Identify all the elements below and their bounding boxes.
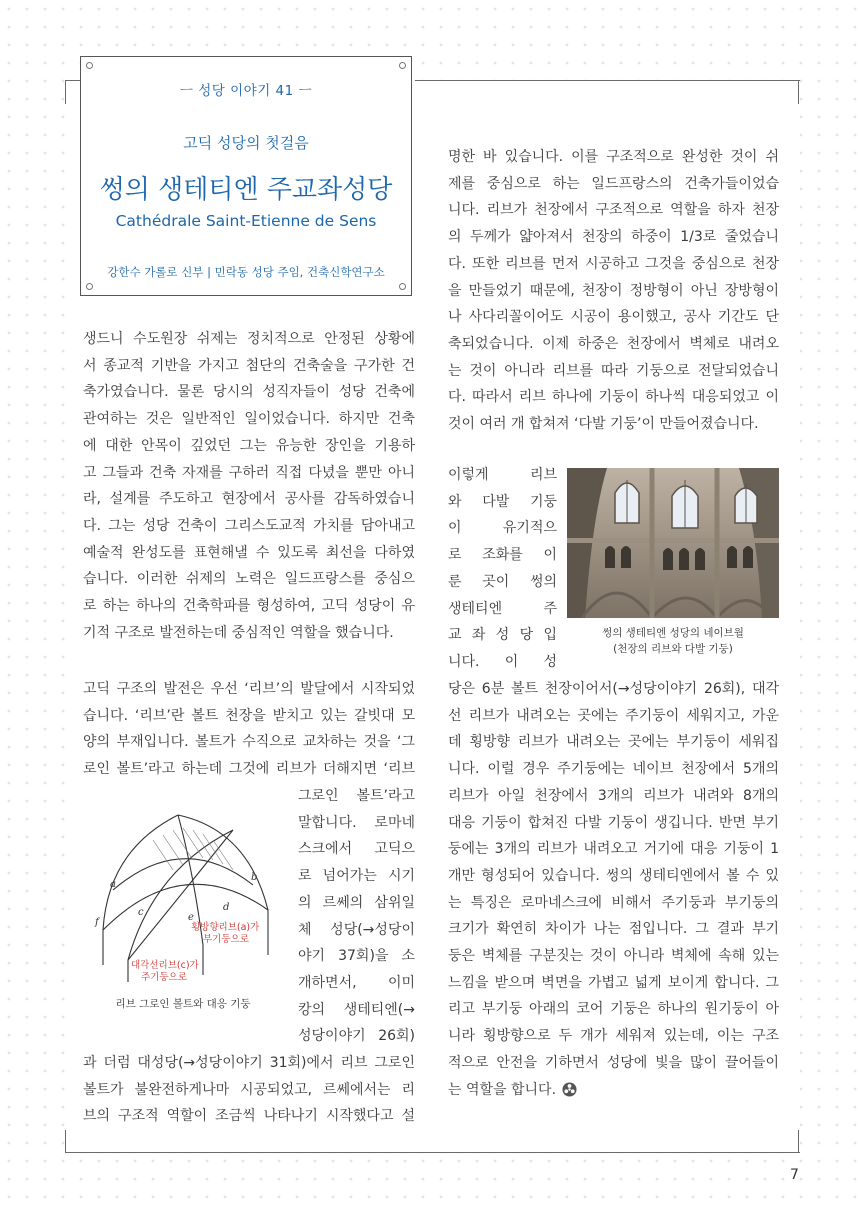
- text-line: 로 하는 하나의 건축학파를 형성하여, 고딕 성당이 유: [83, 598, 415, 615]
- text-line: 크기가 확연히 차이가 나는 점입니다. 그 결과 부기: [448, 921, 779, 938]
- text-line: 니다. 리브가 천장에서 구조적으로 역할을 하자 천장: [448, 202, 779, 219]
- text-line: 캉의 생테티엔(→: [298, 1001, 415, 1018]
- top-rule: [65, 80, 80, 81]
- corner-dot: [399, 62, 406, 69]
- text-line: 다. 또한 리브를 먼저 시공하고 그것을 중심으로 천장: [448, 255, 779, 272]
- text-line: 둥은 벽체를 구분짓는 것이 아니라 벽체에 속해 있는: [448, 948, 779, 965]
- series-label: ㅡ 성당 이야기 41 ㅡ: [179, 83, 313, 99]
- text-line: 라, 설계를 주도하고 현장에서 공사를 감독하였습니: [83, 491, 415, 508]
- text-line: 이렇게 리브: [448, 467, 557, 483]
- text-line: 성당이야기 26회): [298, 1028, 415, 1045]
- rib-a-label: 부기둥으로: [203, 934, 249, 945]
- nave-wall-photo: [567, 468, 779, 618]
- right-paragraph-2-wrap: [448, 462, 557, 676]
- frame-tick: [798, 80, 799, 104]
- corner-dot: [86, 283, 93, 290]
- text-line: 습니다. 이러한 쉬제의 노력은 일드프랑스를 중심으: [83, 571, 415, 588]
- text-line: 둥에는 3개의 리브가 내려오고 거기에 대응 기둥이 1: [448, 841, 779, 858]
- text-line: 야기 37회)을 소: [298, 948, 415, 965]
- rib-c-label: 대각선리브(c)가: [131, 960, 199, 971]
- text-line: 축되었습니다. 이제 하중은 천장에서 벽체로 내려오: [448, 335, 779, 352]
- text-line: 과 더럼 대성당(→성당이야기 31회)에서 리브 그로인: [83, 1055, 415, 1071]
- text-line: 리고 부기둥 아래의 코어 기둥은 하나의 원기둥이 아: [448, 1001, 779, 1018]
- text-line: 기적 구조로 발전하는데 중심적인 역할을 했습니다.: [83, 624, 394, 641]
- text-line: 개하면서, 이미: [298, 974, 415, 991]
- text-line: 선 리브가 내려오는 곳에는 주기둥이 세워지고, 가운: [448, 707, 779, 724]
- text-line: 대응 기둥이 합쳐진 다발 기둥이 생깁니다. 반면 부기: [448, 814, 779, 831]
- text-line: 생드니 수도원장 쉬제는 정치적으로 안정된 상황에: [83, 331, 415, 347]
- page-number: 7: [790, 1167, 799, 1183]
- nave-wall-illustration: [567, 468, 779, 618]
- text-line: 니라 횡방향으로 두 개가 세워져 있는데, 이는 구조: [448, 1028, 779, 1045]
- article-title: 썽의 생테티엔 주교좌성당: [99, 175, 393, 205]
- text-line: 다. 따라서 리브 하나에 기둥이 하나씩 대응되었고 이: [448, 389, 779, 406]
- rib-vault-diagram: [83, 790, 283, 985]
- rib-vault-drawing: [83, 790, 283, 985]
- text-line: 이 유기적으: [448, 520, 557, 537]
- text-line: 로 넘어가는 시기: [298, 868, 415, 885]
- text-line: 체 성당(→성당이: [298, 921, 415, 938]
- text-line: 고 그들과 건축 자재를 구하러 직접 다녔을 뿐만 아니: [83, 464, 415, 481]
- text-line: 나 사다리꼴이어도 시공이 용이했고, 공사 기간도 단: [448, 309, 779, 326]
- text-line: 양의 부재입니다. 볼트가 수직으로 교차하는 것을 ‘그: [83, 734, 415, 751]
- diagram-letter-b: b: [251, 872, 258, 883]
- text-line: 룬 곳이 썽의: [448, 573, 557, 590]
- text-line: 와 다발 기둥: [448, 493, 557, 510]
- text-line: 느낌을 받으며 벽면을 가볍고 넓게 보이게 합니다. 그: [448, 974, 779, 991]
- text-line: 데 횡방향 리브가 내려오는 곳에는 부기둥이 세워집: [448, 734, 779, 751]
- text-line: 서 종교적 기반을 가지고 첨단의 건축술을 구가한 건: [83, 357, 415, 374]
- author-line: 강한수 가롤로 신부 | 민락동 성당 주임, 건축신학연구소: [107, 265, 385, 279]
- text-line: 예술적 완성도를 표현해낼 수 있도록 최선을 다하였: [83, 544, 415, 561]
- photo-caption: [567, 625, 779, 657]
- diagram-letter-c: c: [138, 907, 144, 918]
- text-line: 다. 그는 성당 건축이 그리스도교적 가치를 담아내고: [83, 517, 415, 534]
- text-line: 축가였습니다. 물론 당시의 성직자들이 성당 건축에: [83, 384, 415, 401]
- title-box: [80, 56, 412, 296]
- diagram-letter-a: a: [110, 879, 116, 890]
- text-line: 니다. 이럴 경우 주기둥에는 네이브 천장에서 5개의: [448, 761, 779, 778]
- text-line: 그로인 볼트’라고: [298, 788, 415, 804]
- left-paragraph-2-wrap: [298, 783, 415, 1050]
- left-paragraph-2-tail: [83, 1050, 415, 1130]
- text-line: 제를 중심으로 하는 일드프랑스의 건축가들이었습: [448, 175, 779, 192]
- text-line: 는 것이 아니라 리브를 따라 기둥으로 전달되었습니: [448, 362, 779, 379]
- text-line: 고딕 구조의 발전은 우선 ‘리브’의 발달에서 시작되었: [83, 681, 415, 697]
- corner-dot: [399, 283, 406, 290]
- left-paragraph-1: [83, 326, 415, 646]
- text-line: 명한 바 있습니다. 이를 구조적으로 완성한 것이 쉬: [448, 149, 779, 165]
- frame-tick: [798, 1130, 799, 1152]
- text-line: [448, 1077, 779, 1104]
- diagram-letter-e: e: [188, 912, 194, 923]
- rib-a-label: 횡방향리브(a)가: [191, 922, 260, 933]
- text-line: 생테티엔 주: [448, 600, 557, 617]
- bottom-rule: [65, 1152, 800, 1153]
- right-paragraph-1: [448, 144, 779, 438]
- photo-caption-line: 썽의 생테티엔 성당의 네이브월: [602, 627, 744, 639]
- diagram-letter-d: d: [223, 902, 230, 913]
- article-latin-title: Cathédrale Saint-Etienne de Sens: [115, 212, 377, 230]
- rib-c-label: 주기둥으로: [141, 972, 187, 983]
- text-line: 에 대한 안목이 깊었던 그는 유능한 장인을 기용하: [83, 437, 415, 454]
- text-line: 로인 볼트’라고 하는데 그것에 리브가 더해지면 ‘리브: [83, 761, 415, 778]
- text-line: 볼트가 불완전하게나마 시공되었고, 르쎄에서는 리: [83, 1081, 415, 1098]
- text-line: 습니다. ‘리브’란 볼트 천장을 받치고 있는 갈빗대 모: [83, 707, 415, 724]
- top-rule: [415, 80, 800, 81]
- text-line: 말합니다. 로마네: [298, 814, 415, 831]
- text-line-end: 는 역할을 합니다.: [448, 1081, 557, 1098]
- text-line: 교 좌 성 당 입: [448, 627, 557, 644]
- text-line: 의 르쎄의 삼위일: [298, 894, 415, 911]
- text-line: 는 특징은 로마네스크에 비해서 주기둥과 부기둥의: [448, 894, 779, 911]
- frame-tick: [65, 1130, 66, 1152]
- text-line: 니다. 이 성: [448, 653, 557, 670]
- text-line: 브의 구조적 역할이 조금씩 나타나기 시작했다고 설: [83, 1108, 415, 1125]
- article-subtitle: 고딕 성당의 첫걸음: [183, 134, 309, 152]
- text-line: 적으로 안전을 기하면서 성당에 빛을 많이 끌어들이: [448, 1054, 779, 1071]
- frame-tick: [65, 80, 66, 104]
- text-line: 관여하는 것은 일반적인 일이었습니다. 하지만 건축: [83, 411, 415, 428]
- text-line: 로 조화를 이: [448, 547, 557, 564]
- text-line: 스크에서 고딕으: [298, 841, 415, 858]
- left-paragraph-2: [83, 676, 415, 783]
- diagram-caption: 리브 그로인 볼트와 대응 기둥: [115, 998, 251, 1010]
- text-line: 개만 형성되어 있습니다. 썽의 생테티엔에서 볼 수 있: [448, 867, 779, 884]
- text-line: 의 두께가 얇아져서 천장의 하중이 1/3로 줄었습니: [448, 229, 779, 246]
- text-line: 것이 여러 개 합쳐져 ‘다발 기둥’이 만들어졌습니다.: [448, 416, 759, 433]
- corner-dot: [86, 62, 93, 69]
- end-mark-icon: [562, 1082, 577, 1097]
- text-line: 당은 6분 볼트 천장이어서(→성당이야기 26회), 대각: [448, 681, 779, 697]
- text-line: 을 만들었기 때문에, 천장이 정방형이 아닌 장방형이: [448, 282, 779, 299]
- photo-caption-line: (천장의 리브와 다발 기둥): [613, 643, 733, 655]
- diagram-letter-f: f: [95, 917, 99, 928]
- text-line: 리브가 아일 천장에서 3개의 리브가 내려와 8개의: [448, 787, 779, 804]
- right-paragraph-2: [448, 676, 779, 1103]
